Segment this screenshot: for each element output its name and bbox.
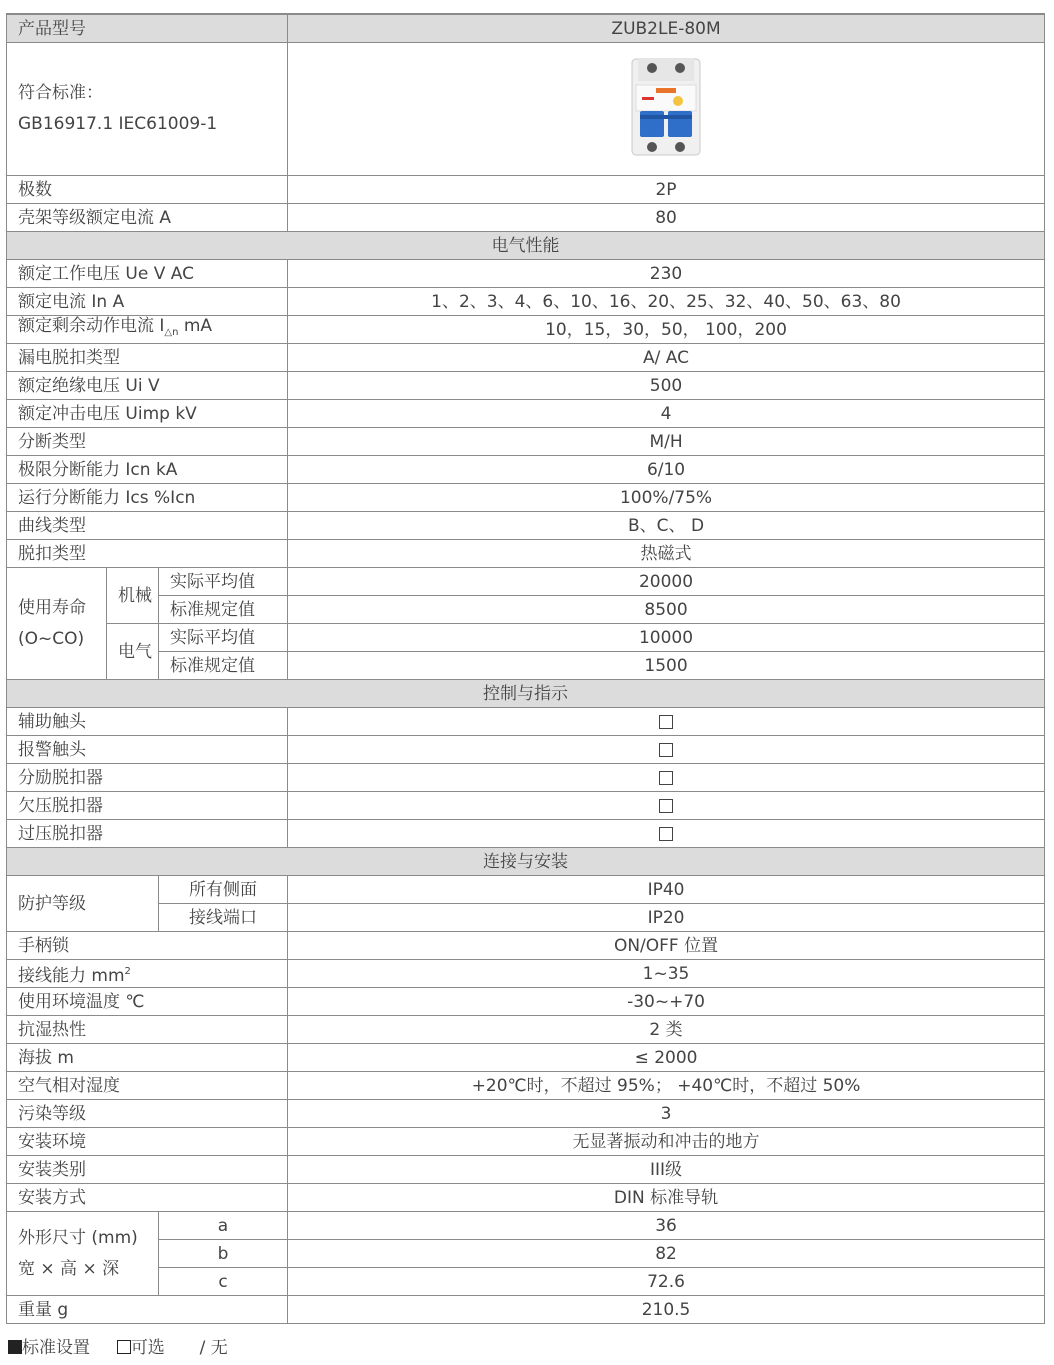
standards-row bbox=[7, 43, 1045, 176]
control-row bbox=[7, 820, 1045, 848]
weight-value: 210.5 bbox=[288, 1296, 1045, 1324]
temperature-label: 使用环境温度 ℃ bbox=[7, 988, 288, 1016]
install-category-row bbox=[7, 1156, 1045, 1184]
pollution-row bbox=[7, 1100, 1045, 1128]
protection-terminal-value: IP20 bbox=[288, 904, 1045, 932]
dimension-key: a bbox=[159, 1212, 288, 1240]
environment-row bbox=[7, 1128, 1045, 1156]
protection-terminal-label: 接线端口 bbox=[159, 904, 288, 932]
life-electrical-avg: 10000 bbox=[288, 624, 1045, 652]
handle-lock-label: 手柄锁 bbox=[7, 932, 288, 960]
life-mechanical-std-label: 标准规定值 bbox=[159, 596, 288, 624]
trip-type-value: 热磁式 bbox=[288, 540, 1045, 568]
circuit-breaker-image bbox=[626, 55, 706, 164]
life-electrical-label: 电气 bbox=[107, 624, 159, 680]
dimension-value: 72.6 bbox=[288, 1268, 1045, 1296]
temperature-row bbox=[7, 988, 1045, 1016]
legend bbox=[8, 1336, 228, 1360]
life-electrical-avg-label: 实际平均值 bbox=[159, 624, 288, 652]
model-value: ZUB2LE-80M bbox=[288, 14, 1045, 43]
undervoltage-release-label: 欠压脱扣器 bbox=[7, 792, 288, 820]
dimension-value: 82 bbox=[288, 1240, 1045, 1268]
rated-current-label: 额定电流 In A bbox=[7, 288, 288, 316]
rated-current-row bbox=[7, 288, 1045, 316]
optional-checkbox bbox=[659, 827, 673, 841]
damp-heat-row bbox=[7, 1016, 1045, 1044]
leakage-type-row bbox=[7, 344, 1045, 372]
pollution-value: 3 bbox=[288, 1100, 1045, 1128]
residual-current-value: 10，15，30，50， 100，200 bbox=[288, 316, 1045, 344]
breaking-type-label: 分断类型 bbox=[7, 428, 288, 456]
frame-current-label: 壳架等级额定电流 A bbox=[7, 204, 288, 232]
wiring-label: 接线能力 $mm^2$ bbox=[7, 960, 288, 988]
altitude-label: 海拔 m bbox=[7, 1044, 288, 1072]
weight-label: 重量 g bbox=[7, 1296, 288, 1324]
dimension-key: c bbox=[159, 1268, 288, 1296]
dimension-key: b bbox=[159, 1240, 288, 1268]
life-row-4 bbox=[7, 652, 1045, 680]
spec-table bbox=[6, 13, 1045, 1324]
residual-current-row bbox=[7, 316, 1045, 344]
damp-heat-value: 2 类 bbox=[288, 1016, 1045, 1044]
legend-none: / 无 bbox=[199, 1338, 228, 1358]
protection-all-sides-label: 所有侧面 bbox=[159, 876, 288, 904]
curve-row bbox=[7, 512, 1045, 540]
breaking-type-value: M/H bbox=[288, 428, 1045, 456]
icn-value: 6/10 bbox=[288, 456, 1045, 484]
ics-row bbox=[7, 484, 1045, 512]
pollution-label: 污染等级 bbox=[7, 1100, 288, 1128]
control-row bbox=[7, 792, 1045, 820]
protection-all-sides-value: IP40 bbox=[288, 876, 1045, 904]
rated-voltage-value: 230 bbox=[288, 260, 1045, 288]
environment-value: 无显著振动和冲击的地方 bbox=[288, 1128, 1045, 1156]
curve-value: B、C、 D bbox=[288, 512, 1045, 540]
control-row bbox=[7, 708, 1045, 736]
optional-square-icon bbox=[117, 1340, 131, 1354]
aux-contact-label: 辅助触头 bbox=[7, 708, 288, 736]
legend-optional: 可选 bbox=[130, 1338, 165, 1358]
mounting-label: 安装方式 bbox=[7, 1184, 288, 1212]
standards-label: 符合标准： bbox=[18, 83, 103, 103]
residual-current-label: 额定剩余动作电流 $I_{\triangle n}$ mA bbox=[7, 316, 288, 344]
rated-current-value: 1、2、3、4、6、10、16、20、25、32、40、50、63、80 bbox=[288, 288, 1045, 316]
handle-lock-row bbox=[7, 932, 1045, 960]
humidity-row bbox=[7, 1072, 1045, 1100]
life-row-2 bbox=[7, 596, 1045, 624]
insulation-voltage-value: 500 bbox=[288, 372, 1045, 400]
wiring-value: 1~35 bbox=[288, 960, 1045, 988]
ics-value: 100%/75% bbox=[288, 484, 1045, 512]
life-electrical-std-label: 标准规定值 bbox=[159, 652, 288, 680]
poles-row bbox=[7, 176, 1045, 204]
dimension-row-b bbox=[7, 1240, 1045, 1268]
wiring-row bbox=[7, 960, 1045, 988]
life-row-3 bbox=[7, 624, 1045, 652]
weight-row bbox=[7, 1296, 1045, 1324]
altitude-row bbox=[7, 1044, 1045, 1072]
impulse-voltage-label: 额定冲击电压 Uimp kV bbox=[7, 400, 288, 428]
protection-row-1 bbox=[7, 876, 1045, 904]
life-mechanical-std: 8500 bbox=[288, 596, 1045, 624]
model-row bbox=[7, 14, 1045, 43]
standards-value: GB16917.1 IEC61009-1 bbox=[18, 114, 218, 134]
dimension-value: 36 bbox=[288, 1212, 1045, 1240]
frame-current-row bbox=[7, 204, 1045, 232]
section-electrical bbox=[7, 232, 1045, 260]
temperature-value: -30~+70 bbox=[288, 988, 1045, 1016]
section-connection-title: 连接与安装 bbox=[7, 848, 1045, 876]
poles-label: 极数 bbox=[7, 176, 288, 204]
section-electrical-title: 电气性能 bbox=[7, 232, 1045, 260]
poles-value: 2P bbox=[288, 176, 1045, 204]
altitude-value: ≤ 2000 bbox=[288, 1044, 1045, 1072]
insulation-voltage-row bbox=[7, 372, 1045, 400]
environment-label: 安装环境 bbox=[7, 1128, 288, 1156]
install-category-value: III级 bbox=[288, 1156, 1045, 1184]
optional-checkbox bbox=[659, 799, 673, 813]
insulation-voltage-label: 额定绝缘电压 Ui V bbox=[7, 372, 288, 400]
frame-current-value: 80 bbox=[288, 204, 1045, 232]
breaking-type-row bbox=[7, 428, 1045, 456]
section-connection bbox=[7, 848, 1045, 876]
life-electrical-std: 1500 bbox=[288, 652, 1045, 680]
life-row-1 bbox=[7, 568, 1045, 596]
life-mechanical-avg: 20000 bbox=[288, 568, 1045, 596]
alarm-contact-label: 报警触头 bbox=[7, 736, 288, 764]
protection-row-2 bbox=[7, 904, 1045, 932]
section-control bbox=[7, 680, 1045, 708]
icn-row bbox=[7, 456, 1045, 484]
trip-type-label: 脱扣类型 bbox=[7, 540, 288, 568]
section-control-title: 控制与指示 bbox=[7, 680, 1045, 708]
mounting-value: DIN 标准导轨 bbox=[288, 1184, 1045, 1212]
humidity-label: 空气相对湿度 bbox=[7, 1072, 288, 1100]
dimension-label: 外形尺寸 (mm) 宽 × 高 × 深 bbox=[7, 1212, 159, 1296]
life-label: 使用寿命 (O~CO) bbox=[7, 568, 107, 680]
control-row bbox=[7, 736, 1045, 764]
control-row bbox=[7, 764, 1045, 792]
overvoltage-release-label: 过压脱扣器 bbox=[7, 820, 288, 848]
optional-checkbox bbox=[659, 715, 673, 729]
ics-label: 运行分断能力 Ics %Icn bbox=[7, 484, 288, 512]
optional-checkbox bbox=[659, 743, 673, 757]
rated-voltage-label: 额定工作电压 Ue V AC bbox=[7, 260, 288, 288]
legend-standard: 标准设置 bbox=[22, 1338, 90, 1358]
impulse-voltage-row bbox=[7, 400, 1045, 428]
dimension-row-c bbox=[7, 1268, 1045, 1296]
mounting-row bbox=[7, 1184, 1045, 1212]
life-mechanical-avg-label: 实际平均值 bbox=[159, 568, 288, 596]
leakage-type-label: 漏电脱扣类型 bbox=[7, 344, 288, 372]
life-mechanical-label: 机械 bbox=[107, 568, 159, 624]
curve-label: 曲线类型 bbox=[7, 512, 288, 540]
icn-label: 极限分断能力 Icn kA bbox=[7, 456, 288, 484]
trip-type-row bbox=[7, 540, 1045, 568]
damp-heat-label: 抗湿热性 bbox=[7, 1016, 288, 1044]
model-label: 产品型号 bbox=[7, 14, 288, 43]
optional-checkbox bbox=[659, 771, 673, 785]
shunt-release-label: 分励脱扣器 bbox=[7, 764, 288, 792]
humidity-value: +20℃时，不超过 95%； +40℃时，不超过 50% bbox=[288, 1072, 1045, 1100]
rated-voltage-row bbox=[7, 260, 1045, 288]
leakage-type-value: A/ AC bbox=[288, 344, 1045, 372]
install-category-label: 安装类别 bbox=[7, 1156, 288, 1184]
handle-lock-value: ON/OFF 位置 bbox=[288, 932, 1045, 960]
dimension-row-a bbox=[7, 1212, 1045, 1240]
standard-square-icon bbox=[8, 1340, 22, 1354]
protection-label: 防护等级 bbox=[7, 876, 159, 932]
impulse-voltage-value: 4 bbox=[288, 400, 1045, 428]
